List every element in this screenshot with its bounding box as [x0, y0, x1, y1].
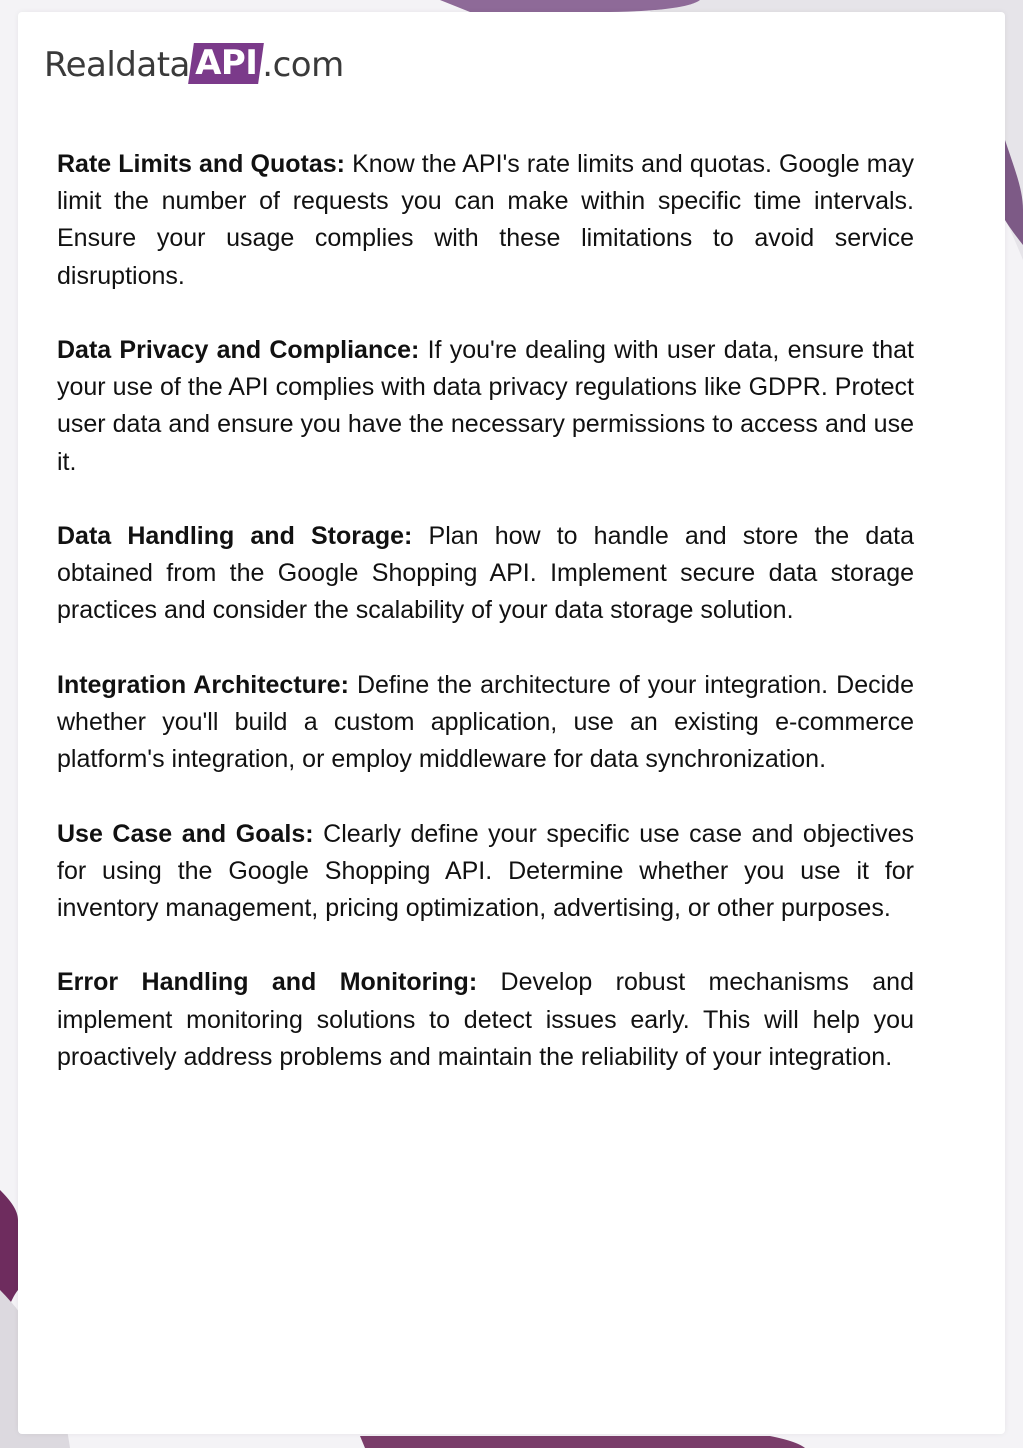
section-use-case — [57, 816, 914, 928]
section-integration-architecture — [57, 667, 914, 779]
section-data-handling — [57, 518, 914, 630]
section-heading: Rate Limits and Quotas: — [57, 150, 346, 178]
logo-api-badge — [188, 43, 264, 84]
logo-suffix: .com — [262, 45, 344, 85]
section-body: Develop robust mechanisms and implement monitoring solutions to detect issues early. This will help you proactively address problems and maintain the reliability of your integration. — [57, 968, 914, 1071]
section-rate-limits — [57, 146, 914, 295]
article-body — [57, 146, 914, 1113]
section-body: Know the API's rate limits and quotas. Google may limit the number of requests you can make within specific time intervals. Ensure your usage complies with these limitations to avoid service disruptions. — [57, 150, 914, 290]
section-heading: Integration Architecture: — [57, 670, 349, 699]
section-body: Define the architecture of your integration. Decide whether you'll build a custom application, use an existing e-commerce platform's integration, or employ middleware for data synchronization. — [57, 670, 914, 774]
section-heading: Data Privacy and Compliance: — [57, 336, 420, 364]
section-data-privacy — [57, 332, 914, 481]
section-body: If you're dealing with user data, ensure that your use of the API complies with data privacy regulations like GDPR. Protect user data and ensure you have the necessary permissions to access and use it. — [57, 336, 914, 476]
logo-prefix: Realdata — [44, 45, 190, 85]
section-heading: Use Case and Goals: — [57, 819, 314, 848]
logo-highlight: API — [194, 42, 258, 83]
section-heading: Data Handling and Storage: — [57, 522, 413, 550]
realdataapi-logo[interactable] — [44, 40, 344, 90]
section-body: Clearly define your specific use case and objectives for using the Google Shopping API. Determine whether you use it for inventory management, pricing optimization, advertising, or other purposes. — [57, 819, 915, 922]
section-error-handling — [57, 964, 914, 1076]
section-heading: Error Handling and Monitoring: — [57, 968, 478, 997]
section-body: Plan how to handle and store the data obtained from the Google Shopping API. Implement secure data storage practices and consider the scalability of your data storage solution. — [57, 522, 915, 625]
